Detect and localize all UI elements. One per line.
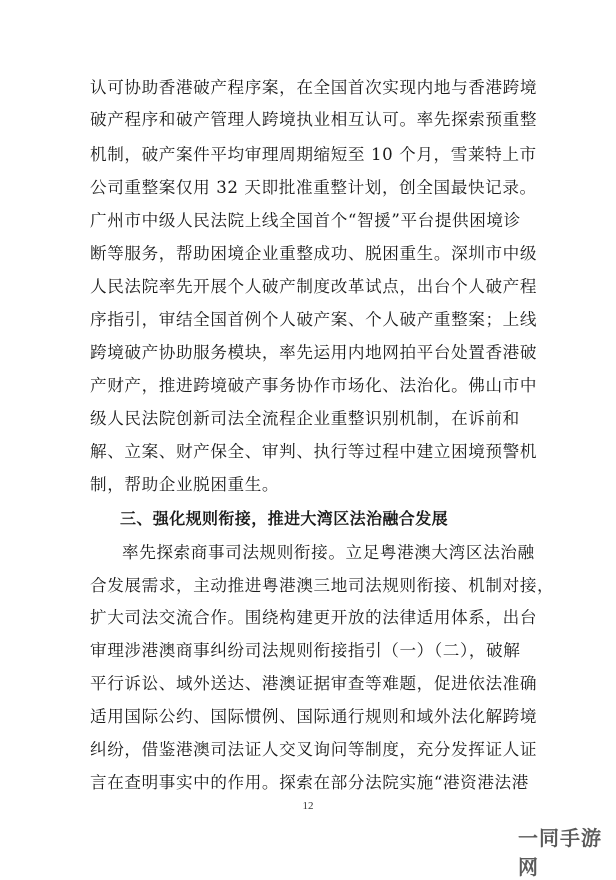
paragraph-line: 断等服务，帮助困境企业重整成功、脱困重生。深圳市中级 [90, 244, 538, 263]
paragraph-line: 产财产，推进跨境破产事务协作市场化、法治化。佛山市中 [90, 376, 538, 395]
paragraph-line: 公司重整案仅用 32 天即批准重整计划，创全国最快记录。 [90, 178, 537, 197]
paragraph-line: 认可协助香港破产程序案，在全国首次实现内地与香港跨境 [90, 78, 538, 97]
paragraph-line: 审理涉港澳商事纠纷司法规则衔接指引（一）（二），破解 [90, 641, 521, 660]
paragraph-line: 序指引，审结全国首例个人破产案、个人破产重整案；上线 [90, 310, 538, 329]
paragraph-line: 率先探索商事司法规则衔接。立足粤港澳大湾区法治融 [122, 543, 535, 562]
paragraph-line: 跨境破产协助服务模块，率先运用内地网拍平台处置香港破 [90, 343, 538, 362]
paragraph-line: 广州市中级人民法院上线全国首个“智援”平台提供困境诊 [90, 211, 521, 230]
paragraph-line: 扩大司法交流合作。围绕构建更开放的法律适用体系，出台 [90, 608, 538, 627]
paragraph-line: 解、立案、财产保全、审判、执行等过程中建立困境预警机 [90, 442, 538, 461]
section-heading: 三、强化规则衔接，推进大湾区法治融合发展 [120, 509, 449, 528]
paragraph-line: 机制，破产案件平均审理周期缩短至 10 个月，雪莱特上市 [90, 145, 537, 164]
paragraph-line: 级人民法院创新司法全流程企业重整识别机制，在诉前和 [90, 409, 520, 428]
paragraph-line: 人民法院率先开展个人破产制度改革试点，出台个人破产程 [90, 277, 538, 296]
paragraph-line: 平行诉讼、域外送达、港澳证据审查等难题，促进依法准确 [90, 674, 538, 693]
page-number: 12 [302, 800, 314, 812]
paragraph-line: 制，帮助企业脱困重生。 [90, 475, 280, 494]
paragraph-line: 适用国际公约、国际惯例、国际通行规则和域外法化解跨境 [90, 707, 538, 726]
paragraph-line: 纠纷，借鉴港澳司法证人交叉询问等制度，充分发挥证人证 [90, 740, 538, 759]
paragraph-line: 合发展需求，主动推进粤港澳三地司法规则衔接、机制对接， [90, 576, 555, 595]
watermark-text: 一同手游网 [518, 826, 602, 879]
watermark-logo [518, 826, 608, 879]
paragraph-line: 破产程序和破产管理人跨境执业相互认可。率先探索预重整 [90, 110, 538, 129]
paragraph-line: 言在查明事实中的作用。探索在部分法院实施“港资港法港 [90, 773, 529, 792]
